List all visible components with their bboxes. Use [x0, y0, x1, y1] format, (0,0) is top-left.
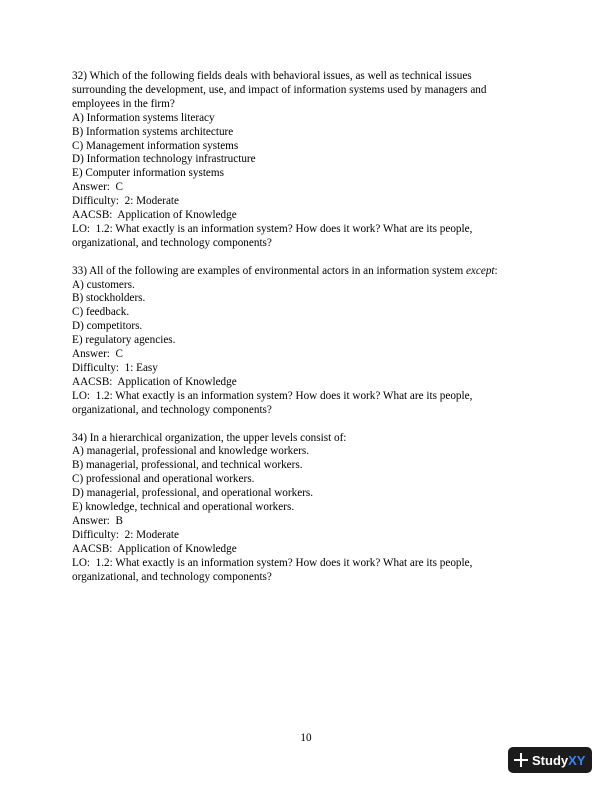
question-stem-emphasis: except [465, 264, 495, 277]
question-32 [72, 70, 544, 251]
studyxy-badge[interactable] [508, 747, 592, 773]
page-number: 10 [300, 732, 312, 744]
badge-text-accent: XY [568, 752, 586, 768]
option-c: C) professional and operational workers. [72, 473, 255, 486]
answer: Answer: C [72, 348, 123, 361]
option-d: D) managerial, professional, and operational workers. [72, 487, 314, 500]
question-stem-line: 32) Which of the following fields deals with behavioral issues, as well as technical issues [72, 70, 472, 82]
option-e: E) Computer information systems [72, 167, 224, 180]
option-d: D) Information technology infrastructure [72, 153, 256, 166]
answer: Answer: B [72, 514, 123, 527]
aacsb: AACSB: Application of Knowledge [72, 209, 237, 222]
question-stem-text: 33) All of the following are examples of environmental actors in an information system [72, 264, 466, 277]
learning-objective-line: LO: 1.2: What exactly is an information system? How does it work? What are its people, [72, 389, 473, 402]
plus-icon [514, 753, 532, 767]
question-33 [72, 265, 544, 418]
difficulty: Difficulty: 2: Moderate [72, 528, 179, 541]
option-d: D) competitors. [72, 320, 143, 333]
difficulty: Difficulty: 1: Easy [72, 362, 158, 375]
document-body [72, 70, 544, 598]
learning-objective-line: organizational, and technology components? [72, 403, 272, 416]
learning-objective-line: organizational, and technology components? [72, 236, 272, 249]
aacsb: AACSB: Application of Knowledge [72, 542, 237, 555]
option-b: B) managerial, professional, and technical workers. [72, 459, 303, 472]
question-stem-line: 34) In a hierarchical organization, the upper levels consist of: [72, 431, 347, 444]
learning-objective-line: LO: 1.2: What exactly is an information system? How does it work? What are its people, [72, 222, 473, 235]
option-b: B) Information systems architecture [72, 125, 234, 138]
option-b: B) stockholders. [72, 292, 146, 305]
difficulty: Difficulty: 2: Moderate [72, 195, 179, 208]
option-e: E) knowledge, technical and operational workers. [72, 501, 295, 514]
option-a: A) Information systems literacy [72, 111, 215, 124]
option-e: E) regulatory agencies. [72, 334, 176, 347]
option-c: C) feedback. [72, 306, 130, 319]
learning-objective-line: organizational, and technology components? [72, 570, 272, 583]
learning-objective-line: LO: 1.2: What exactly is an information system? How does it work? What are its people, [72, 556, 473, 569]
badge-text: Study [532, 752, 569, 768]
option-c: C) Management information systems [72, 139, 239, 152]
question-34 [72, 432, 544, 585]
option-a: A) managerial, professional and knowledge workers. [72, 445, 310, 458]
question-stem-colon: : [494, 264, 498, 277]
question-stem-line: surrounding the development, use, and impact of information systems used by managers and [72, 83, 487, 96]
aacsb: AACSB: Application of Knowledge [72, 375, 237, 388]
answer: Answer: C [72, 181, 123, 194]
option-a: A) customers. [72, 278, 135, 291]
question-stem-line: employees in the firm? [72, 97, 175, 110]
question-stem-line [72, 265, 544, 279]
